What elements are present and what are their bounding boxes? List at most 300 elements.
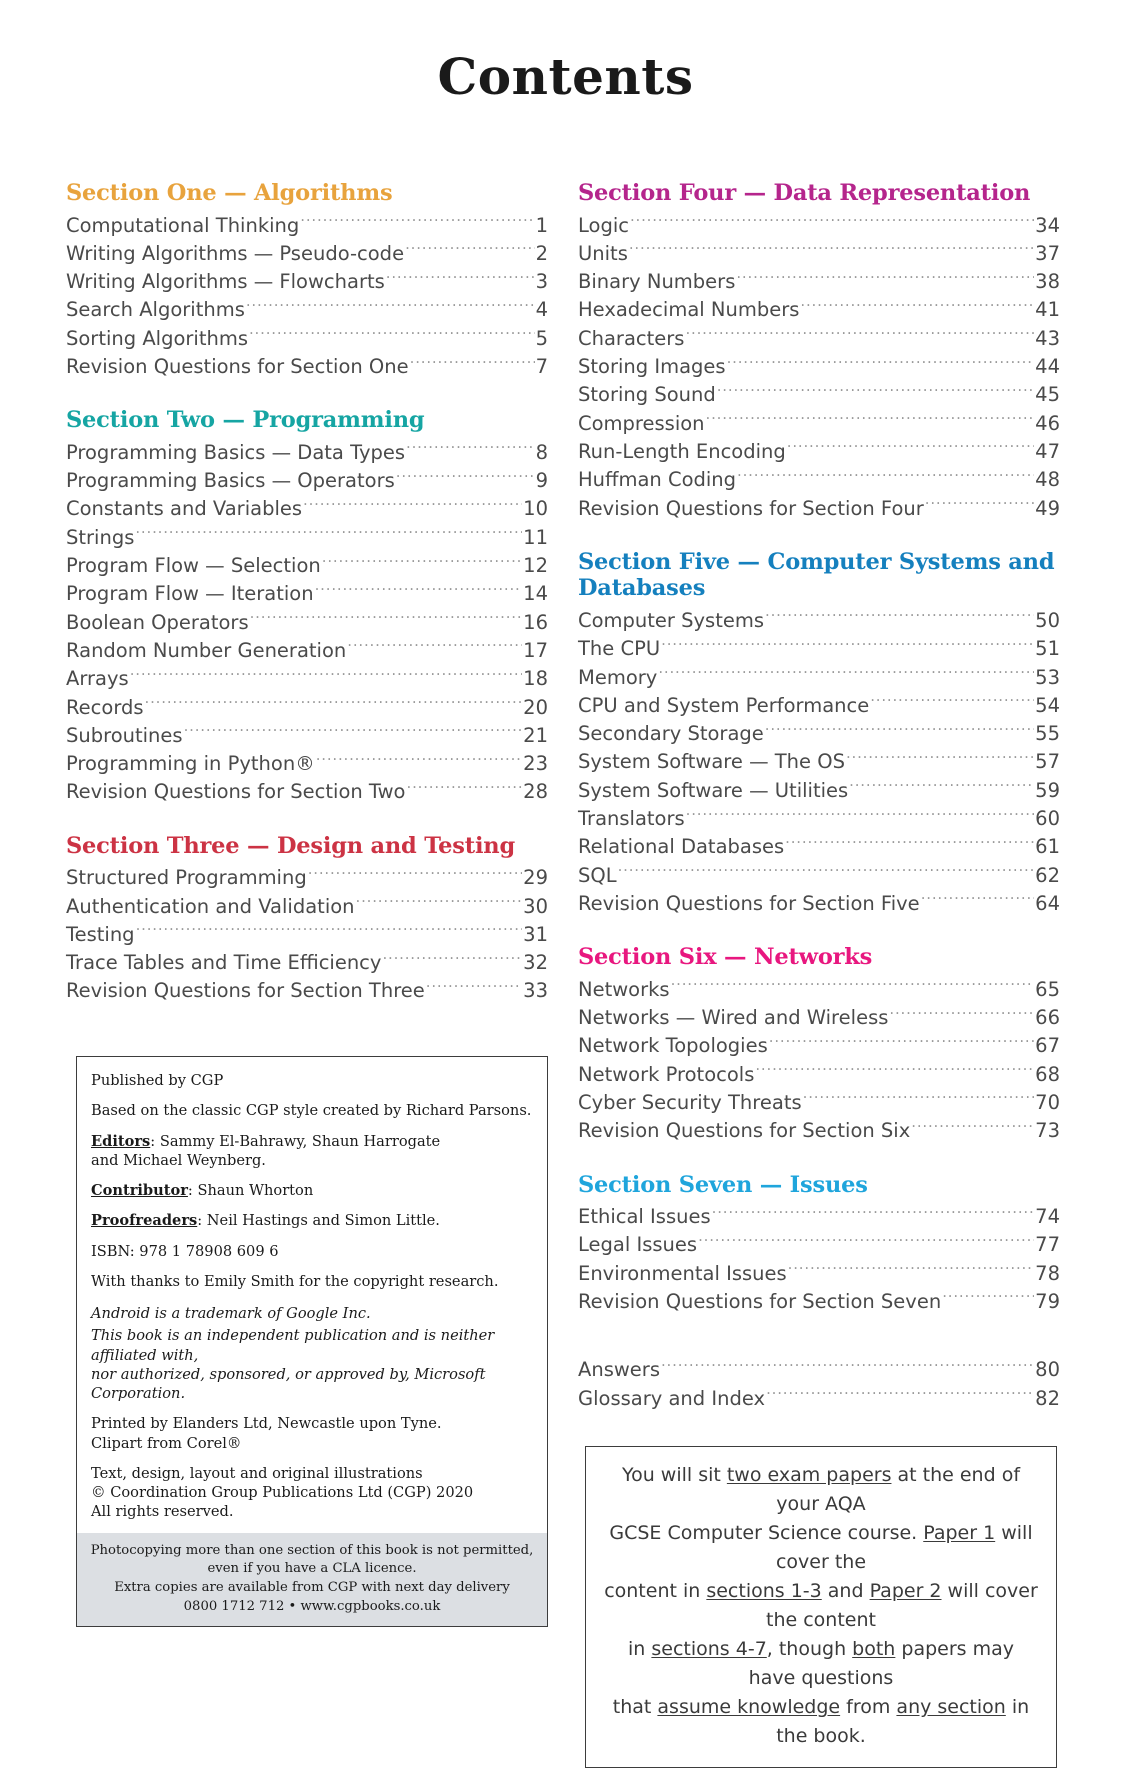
exam-l3b: and — [821, 1580, 870, 1602]
toc-entry[interactable] — [578, 1203, 1060, 1231]
section-block-section-one — [66, 180, 548, 381]
toc-leader-dots — [308, 865, 522, 885]
toc-entry-page-number: 43 — [1035, 326, 1060, 350]
toc-entry-title: Storing Sound — [578, 383, 716, 407]
microsoft-disclaimer-1: This book is an independent publication and is neither affiliated with, — [91, 1327, 495, 1364]
toc-entry-page-number: 8 — [535, 440, 548, 464]
toc-entry-page-number: 73 — [1035, 1119, 1060, 1143]
toc-entry-page-number: 61 — [1035, 835, 1060, 859]
toc-entry-page-number: 66 — [1035, 1006, 1060, 1030]
toc-entry[interactable] — [578, 1288, 1060, 1316]
toc-entry[interactable] — [578, 1117, 1060, 1145]
toc-leader-dots — [386, 269, 535, 289]
notice-line-1: Photocopying more than one section of this book is not permitted, — [90, 1542, 534, 1558]
toc-leader-dots — [765, 721, 1034, 741]
toc-entry-page-number: 79 — [1035, 1289, 1060, 1313]
toc-entry[interactable] — [578, 805, 1060, 833]
toc-leader-dots — [769, 1033, 1034, 1053]
contributor-line — [91, 1181, 533, 1200]
toc-entry-page-number: 60 — [1035, 806, 1060, 830]
publisher-info-box — [76, 1056, 548, 1627]
exam-l1-underline: two exam papers — [726, 1464, 892, 1486]
toc-entry[interactable] — [578, 212, 1060, 240]
copyright-1: Text, design, layout and original illustrations — [91, 1464, 423, 1482]
based-on-line: Based on the classic CGP style created by Richard Parsons. — [91, 1102, 532, 1120]
photocopying-notice — [77, 1533, 547, 1627]
toc-leader-dots — [921, 890, 1034, 910]
toc-entry-page-number: 18 — [523, 667, 548, 691]
toc-entry-page-number: 32 — [523, 951, 548, 975]
toc-entry-title: Secondary Storage — [578, 722, 764, 746]
toc-entry[interactable] — [578, 1356, 1060, 1384]
toc-leader-dots — [889, 1005, 1034, 1025]
toc-leader-dots — [629, 240, 1034, 260]
toc-entry-title: Programming Basics — Data Types — [66, 440, 406, 464]
exam-l4a: in — [628, 1638, 652, 1660]
microsoft-disclaimer — [91, 1326, 533, 1403]
toc-entry[interactable] — [66, 750, 548, 778]
exam-l2-underline: Paper 1 — [923, 1522, 996, 1544]
android-trademark-line: Android is a trademark of Google Inc. — [91, 1305, 371, 1322]
exam-l3-underline-1: sections 1-3 — [706, 1580, 822, 1602]
toc-entry[interactable] — [66, 353, 548, 381]
toc-entry[interactable] — [66, 609, 548, 637]
editors-names-1: : Sammy El-Bahrawy, Shaun Harrogate — [150, 1132, 441, 1150]
back-matter-spacer — [578, 1342, 1060, 1356]
toc-entry-title: Network Protocols — [578, 1062, 755, 1086]
toc-leader-dots — [846, 749, 1034, 769]
toc-entry-title: Program Flow — Iteration — [66, 582, 314, 606]
toc-entry-title: The CPU — [578, 637, 661, 661]
toc-leader-dots — [316, 751, 522, 771]
toc-entry[interactable] — [578, 1260, 1060, 1288]
exam-l5c: in the book. — [776, 1696, 1030, 1747]
section-heading: Section Three — Design and Testing — [66, 832, 516, 859]
toc-entry-page-number: 51 — [1035, 637, 1060, 661]
toc-entry-title: Legal Issues — [578, 1233, 698, 1257]
toc-entry[interactable] — [66, 580, 548, 608]
toc-entry-page-number: 9 — [535, 469, 548, 493]
proofreaders-value: : Neil Hastings and Simon Little. — [197, 1212, 440, 1230]
right-column — [578, 180, 1060, 1413]
toc-entry[interactable] — [578, 1032, 1060, 1060]
toc-leader-dots — [405, 240, 535, 260]
toc-entry[interactable] — [578, 1089, 1060, 1117]
toc-entry-title: Authentication and Validation — [66, 894, 355, 918]
toc-entry-page-number: 78 — [1035, 1261, 1060, 1285]
toc-entry-title: Testing — [66, 922, 135, 946]
exam-l3-underline-2: Paper 2 — [869, 1580, 942, 1602]
toc-entry-title: Binary Numbers — [578, 270, 736, 294]
toc-entry-title: Revision Questions for Section Two — [66, 780, 406, 804]
toc-leader-dots — [661, 636, 1034, 656]
toc-leader-dots — [671, 976, 1035, 996]
exam-l5a: that — [612, 1696, 658, 1718]
editors-names-2: and Michael Weynberg. — [91, 1151, 266, 1169]
toc-entry-page-number: 3 — [535, 270, 548, 294]
toc-entry[interactable] — [66, 296, 548, 324]
toc-entry[interactable] — [66, 212, 548, 240]
toc-entry-page-number: 10 — [523, 497, 548, 521]
toc-leader-dots — [315, 581, 523, 601]
toc-entry-title: Subroutines — [66, 723, 183, 747]
toc-entry-page-number: 4 — [535, 298, 548, 322]
toc-entry[interactable] — [578, 890, 1060, 918]
toc-entry-title: Search Algorithms — [66, 298, 245, 322]
printing-line — [91, 1414, 533, 1453]
toc-entry[interactable] — [578, 1061, 1060, 1089]
toc-entry[interactable] — [66, 694, 548, 722]
toc-entry[interactable] — [578, 268, 1060, 296]
copyright-line — [91, 1464, 533, 1522]
toc-entry-title: Constants and Variables — [66, 497, 303, 521]
toc-entry-title: Network Topologies — [578, 1034, 768, 1058]
toc-entry[interactable] — [578, 720, 1060, 748]
toc-leader-dots — [136, 921, 523, 941]
toc-leader-dots — [785, 834, 1034, 854]
exam-papers-info-box — [585, 1446, 1057, 1768]
toc-leader-dots — [911, 1118, 1034, 1138]
toc-entry-title: Ethical Issues — [578, 1205, 711, 1229]
section-block-section-six — [578, 944, 1060, 1145]
toc-entry-title: Writing Algorithms — Flowcharts — [66, 270, 385, 294]
toc-entry[interactable] — [66, 949, 548, 977]
toc-entry-title: Arrays — [66, 667, 129, 691]
toc-leader-dots — [382, 950, 522, 970]
toc-leader-dots — [135, 524, 522, 544]
section-heading: Section One — Algorithms — [66, 180, 393, 206]
toc-entry-title: Boolean Operators — [66, 610, 249, 634]
toc-leader-dots — [407, 779, 523, 799]
toc-entry[interactable] — [578, 664, 1060, 692]
toc-entry-title: CPU and System Performance — [578, 693, 870, 717]
toc-entry-page-number: 5 — [535, 326, 548, 350]
exam-l3a: content in — [604, 1580, 707, 1602]
toc-leader-dots — [800, 297, 1034, 317]
toc-entry-title: Revision Questions for Section Seven — [578, 1289, 942, 1313]
toc-leader-dots — [145, 694, 523, 714]
thanks-line: With thanks to Emily Smith for the copyright research. — [91, 1272, 499, 1290]
toc-entry[interactable] — [66, 893, 548, 921]
toc-entry-title: System Software — Utilities — [578, 778, 849, 802]
section-heading: Section Two — Programming — [66, 407, 425, 434]
microsoft-disclaimer-2: nor authorized, sponsored, or approved by, Microsoft Corporation. — [91, 1365, 486, 1402]
toc-entry-page-number: 34 — [1035, 213, 1060, 237]
section-block-section-five — [578, 549, 1060, 918]
toc-entry-title: Answers — [578, 1358, 660, 1382]
toc-entry[interactable] — [66, 778, 548, 806]
back-matter-block — [578, 1356, 1060, 1413]
toc-entry-page-number: 65 — [1035, 977, 1060, 1001]
toc-leader-dots — [300, 212, 534, 232]
toc-entry-title: Compression — [578, 411, 705, 435]
copyright-2: © Coordination Group Publications Ltd (CGP) 2020 — [91, 1484, 474, 1501]
toc-entry-page-number: 17 — [523, 638, 548, 662]
exam-l2a: GCSE Computer Science course. — [609, 1522, 924, 1544]
toc-entry[interactable] — [66, 524, 548, 552]
exam-l1a: You will sit — [621, 1464, 727, 1486]
exam-l2b: will cover the — [775, 1522, 1033, 1573]
toc-entry[interactable] — [66, 864, 548, 892]
toc-leader-dots — [250, 609, 523, 629]
toc-entry-page-number: 53 — [1035, 665, 1060, 689]
toc-entry-page-number: 45 — [1035, 383, 1060, 407]
toc-entry-title: Programming in Python® — [66, 752, 315, 776]
toc-entry-page-number: 74 — [1035, 1205, 1060, 1229]
toc-entry[interactable] — [66, 467, 548, 495]
section-heading: Section Four — Data Representation — [578, 180, 1031, 206]
toc-entry-page-number: 70 — [1035, 1090, 1060, 1114]
toc-leader-dots — [322, 553, 522, 573]
exam-l4c: papers may have questions — [748, 1638, 1014, 1689]
section-heading: Section Five — Computer Systems and Databases — [578, 548, 1055, 602]
toc-entry[interactable] — [66, 722, 548, 750]
toc-entry-page-number: 16 — [523, 610, 548, 634]
exam-l3c: will cover the content — [766, 1580, 1038, 1631]
toc-entry-title: Hexadecimal Numbers — [578, 298, 800, 322]
toc-entry-title: Strings — [66, 525, 135, 549]
toc-entry[interactable] — [578, 1004, 1060, 1032]
toc-entry-page-number: 57 — [1035, 750, 1060, 774]
toc-entry[interactable] — [578, 353, 1060, 381]
section-block-section-seven — [578, 1172, 1060, 1317]
toc-entry[interactable] — [66, 552, 548, 580]
toc-entry[interactable] — [578, 607, 1060, 635]
exam-l4-underline-2: both — [852, 1638, 896, 1660]
toc-entry-page-number: 55 — [1035, 722, 1060, 746]
toc-entry-page-number: 77 — [1035, 1233, 1060, 1257]
toc-entry-page-number: 44 — [1035, 355, 1060, 379]
toc-leader-dots — [246, 297, 535, 317]
toc-entry-title: Huffman Coding — [578, 468, 737, 492]
toc-leader-dots — [406, 439, 535, 459]
section-block-section-four — [578, 180, 1060, 523]
toc-leader-dots — [184, 722, 523, 742]
toc-entry-page-number: 2 — [535, 241, 548, 265]
contributor-label: Contributor — [91, 1182, 188, 1199]
toc-entry-title: Computational Thinking — [66, 213, 300, 237]
toc-entry[interactable] — [578, 495, 1060, 523]
toc-entry-page-number: 1 — [535, 213, 548, 237]
toc-entry-page-number: 37 — [1035, 241, 1060, 265]
toc-entry[interactable] — [66, 439, 548, 467]
toc-entry-title: Revision Questions for Section Five — [578, 891, 920, 915]
notice-line-2: even if you have a CLA licence. — [207, 1561, 417, 1577]
toc-entry[interactable] — [578, 1385, 1060, 1413]
exam-l5-underline-2: any section — [896, 1696, 1006, 1718]
toc-leader-dots — [356, 893, 523, 913]
toc-entry-title: System Software — The OS — [578, 750, 845, 774]
toc-entry[interactable] — [66, 495, 548, 523]
toc-entry-page-number: 23 — [523, 752, 548, 776]
toc-leader-dots — [661, 1357, 1034, 1377]
toc-entry-title: Cyber Security Threats — [578, 1090, 802, 1114]
toc-entry-page-number: 38 — [1035, 270, 1060, 294]
toc-entry[interactable] — [578, 381, 1060, 409]
exam-l4b: , though — [766, 1638, 853, 1660]
toc-entry-page-number: 47 — [1035, 439, 1060, 463]
isbn-line: ISBN: 978 1 78908 609 6 — [91, 1242, 279, 1260]
section-heading: Section Seven — Issues — [578, 1171, 868, 1198]
toc-leader-dots — [618, 862, 1035, 882]
exam-l1b: at the end of your AQA — [776, 1464, 1021, 1515]
section-block-section-two — [66, 407, 548, 806]
toc-entry[interactable] — [578, 466, 1060, 494]
toc-entry-title: Random Number Generation — [66, 638, 347, 662]
toc-entry[interactable] — [578, 692, 1060, 720]
toc-leader-dots — [942, 1288, 1034, 1308]
toc-entry[interactable] — [578, 976, 1060, 1004]
section-block-section-three — [66, 833, 548, 1006]
toc-entry-page-number: 62 — [1035, 863, 1060, 887]
toc-entry-page-number: 46 — [1035, 411, 1060, 435]
toc-leader-dots — [803, 1089, 1035, 1109]
toc-leader-dots — [755, 1061, 1034, 1081]
toc-entry-title: Writing Algorithms — Pseudo-code — [66, 241, 405, 265]
toc-entry-page-number: 29 — [523, 866, 548, 890]
toc-entry-title: Networks — [578, 977, 670, 1001]
toc-entry-title: Revision Questions for Section Three — [66, 979, 425, 1003]
proofreaders-label: Proofreaders — [91, 1212, 198, 1230]
toc-entry-title: Networks — Wired and Wireless — [578, 1006, 889, 1030]
toc-entry[interactable] — [66, 665, 548, 693]
contributor-value: : Shaun Whorton — [187, 1182, 314, 1199]
toc-leader-dots — [698, 1232, 1034, 1252]
toc-entry-title: Records — [66, 695, 144, 719]
toc-leader-dots — [426, 978, 522, 998]
toc-entry-page-number: 41 — [1035, 298, 1060, 322]
toc-entry-title: Run-Length Encoding — [578, 439, 786, 463]
toc-entry-page-number: 80 — [1035, 1358, 1060, 1382]
exam-l5b: from — [840, 1696, 897, 1718]
notice-contact: 0800 1712 712 • www.cgpbooks.co.uk — [183, 1598, 441, 1614]
exam-l5-underline-1: assume knowledge — [657, 1696, 841, 1718]
toc-entry-page-number: 28 — [523, 780, 548, 804]
toc-entry-title: Revision Questions for Section Four — [578, 496, 924, 520]
toc-leader-dots — [712, 1204, 1035, 1224]
toc-entry-page-number: 14 — [523, 582, 548, 606]
toc-leader-dots — [766, 1385, 1034, 1405]
toc-entry[interactable] — [578, 862, 1060, 890]
toc-entry[interactable] — [578, 296, 1060, 324]
toc-entry-title: SQL — [578, 863, 617, 887]
toc-leader-dots — [630, 212, 1034, 232]
toc-entry-page-number: 30 — [523, 894, 548, 918]
toc-leader-dots — [870, 692, 1034, 712]
toc-entry[interactable] — [578, 635, 1060, 663]
toc-entry-page-number: 33 — [523, 979, 548, 1003]
published-by: Published by CGP — [91, 1072, 224, 1089]
toc-leader-dots — [727, 354, 1035, 374]
toc-entry[interactable] — [578, 748, 1060, 776]
editors-label: Editors — [91, 1132, 151, 1150]
toc-leader-dots — [765, 607, 1034, 627]
toc-entry[interactable] — [66, 268, 548, 296]
toc-entry[interactable] — [578, 1231, 1060, 1259]
toc-leader-dots — [736, 269, 1034, 289]
toc-entry-title: Program Flow — Selection — [66, 554, 321, 578]
toc-leader-dots — [686, 805, 1035, 825]
toc-entry-title: Sorting Algorithms — [66, 326, 248, 350]
page-title: Contents — [437, 47, 694, 106]
toc-entry-title: Environmental Issues — [578, 1261, 787, 1285]
toc-entry-page-number: 82 — [1035, 1386, 1060, 1410]
toc-entry-title: Characters — [578, 326, 685, 350]
toc-entry-page-number: 64 — [1035, 891, 1060, 915]
toc-entry-page-number: 67 — [1035, 1034, 1060, 1058]
toc-entry-title: Revision Questions for Section Six — [578, 1119, 911, 1143]
editors-line — [91, 1132, 533, 1171]
toc-entry-title: Logic — [578, 213, 629, 237]
toc-leader-dots — [849, 777, 1034, 797]
toc-entry-title: Storing Images — [578, 355, 726, 379]
toc-entry[interactable] — [66, 325, 548, 353]
toc-entry-page-number: 68 — [1035, 1062, 1060, 1086]
toc-entry-title: Translators — [578, 806, 685, 830]
toc-entry[interactable] — [578, 410, 1060, 438]
toc-entry-page-number: 21 — [523, 723, 548, 747]
toc-entry-title: Computer Systems — [578, 608, 765, 632]
section-heading: Section Six — Networks — [578, 944, 873, 971]
toc-entry[interactable] — [578, 833, 1060, 861]
toc-leader-dots — [925, 495, 1034, 515]
toc-entry[interactable] — [578, 777, 1060, 805]
toc-leader-dots — [130, 666, 522, 686]
toc-entry-title: Relational Databases — [578, 835, 785, 859]
toc-leader-dots — [249, 325, 535, 345]
toc-entry[interactable] — [66, 637, 548, 665]
toc-entry-page-number: 20 — [523, 695, 548, 719]
toc-entry[interactable] — [578, 240, 1060, 268]
notice-line-3: Extra copies are available from CGP with next day delivery — [114, 1579, 510, 1595]
toc-leader-dots — [706, 410, 1035, 430]
toc-entry-page-number: 48 — [1035, 468, 1060, 492]
toc-entry-page-number: 7 — [535, 355, 548, 379]
toc-leader-dots — [717, 382, 1034, 402]
toc-entry[interactable] — [66, 977, 548, 1005]
toc-entry-title: Memory — [578, 665, 658, 689]
toc-entry[interactable] — [66, 240, 548, 268]
printed-by: Printed by Elanders Ltd, Newcastle upon Tyne. — [91, 1415, 442, 1433]
toc-entry[interactable] — [66, 921, 548, 949]
toc-leader-dots — [788, 1260, 1035, 1280]
toc-entry-page-number: 59 — [1035, 778, 1060, 802]
toc-entry-title: Units — [578, 241, 628, 265]
toc-leader-dots — [303, 496, 522, 516]
toc-leader-dots — [787, 438, 1034, 458]
toc-leader-dots — [396, 468, 535, 488]
toc-entry[interactable] — [578, 438, 1060, 466]
clipart-credit: Clipart from Corel® — [91, 1434, 242, 1452]
toc-entry-title: Revision Questions for Section One — [66, 355, 409, 379]
toc-entry-page-number: 11 — [523, 525, 548, 549]
proofreaders-line — [91, 1211, 533, 1230]
toc-entry-title: Glossary and Index — [578, 1386, 766, 1410]
toc-leader-dots — [737, 467, 1034, 487]
toc-entry-title: Programming Basics — Operators — [66, 469, 395, 493]
toc-entry-page-number: 50 — [1035, 608, 1060, 632]
toc-entry-page-number: 49 — [1035, 496, 1060, 520]
toc-leader-dots — [685, 325, 1034, 345]
toc-entry-page-number: 54 — [1035, 693, 1060, 717]
toc-leader-dots — [347, 637, 522, 657]
toc-entry-title: Structured Programming — [66, 866, 307, 890]
toc-entry-title: Trace Tables and Time Efficiency — [66, 951, 382, 975]
toc-entry[interactable] — [578, 325, 1060, 353]
copyright-3: All rights reserved. — [91, 1503, 234, 1521]
toc-leader-dots — [658, 664, 1034, 684]
toc-entry-page-number: 12 — [523, 554, 548, 578]
